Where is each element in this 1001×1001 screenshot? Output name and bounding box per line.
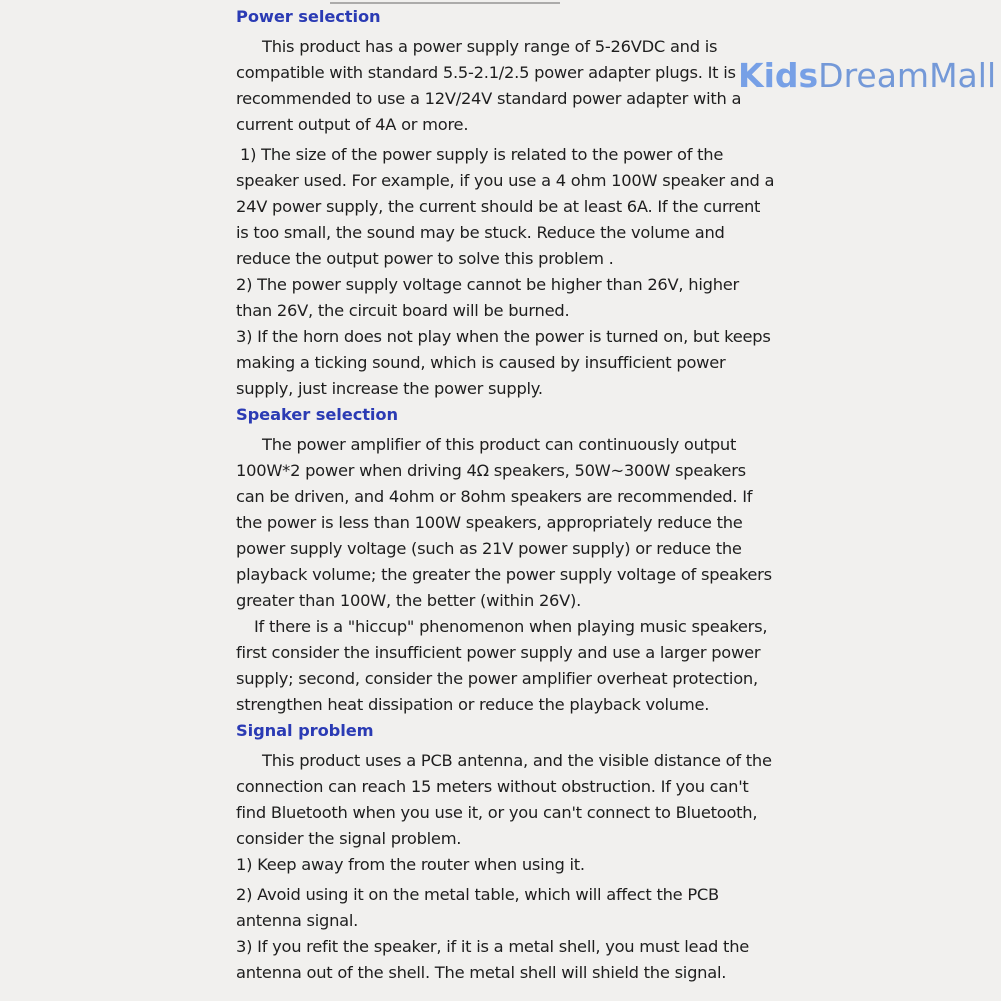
signal-paragraph: This product uses a PCB antenna, and the visible distance of the connection can reach 15 meters without obstruction. If you can't find Bluetooth when you use it, or you can't connect to Bluetooth, consider the signal problem. bbox=[236, 751, 772, 848]
document-body bbox=[236, 4, 776, 986]
power-heading: Power selection bbox=[236, 7, 381, 26]
signal-item-2: 2) Avoid using it on the metal table, which will affect the PCB antenna signal. bbox=[236, 885, 719, 930]
signal-item-1: 1) Keep away from the router when using it. bbox=[236, 855, 585, 874]
watermark-kids: Kids bbox=[738, 56, 819, 95]
speaker-paragraph-2: If there is a "hiccup" phenomenon when playing music speakers, first consider the insufficient power supply and use a larger power supply; second, consider the power amplifier overheat protection, strengthen heat dissipation or reduce the playback volume. bbox=[236, 617, 768, 714]
power-section bbox=[236, 4, 776, 402]
speaker-heading: Speaker selection bbox=[236, 405, 398, 424]
brand-watermark bbox=[738, 58, 996, 94]
signal-section bbox=[236, 718, 776, 986]
power-item-1: 1) The size of the power supply is related to the power of the speaker used. For example, if you use a 4 ohm 100W speaker and a 24V power supply, the current should be at least 6A. If the current is too small, the sound may be stuck. Reduce the volume and reduce the output power to solve this problem . bbox=[236, 145, 775, 268]
power-item-3: 3) If the horn does not play when the power is turned on, but keeps making a ticking sound, which is caused by insufficient power supply, just increase the power supply. bbox=[236, 327, 771, 398]
power-item-2: 2) The power supply voltage cannot be higher than 26V, higher than 26V, the circuit board will be burned. bbox=[236, 275, 739, 320]
power-intro: This product has a power supply range of 5-26VDC and is compatible with standard 5.5-2.1/2.5 power adapter plugs. It is recommended to use a 12V/24V standard power adapter with a current output of 4A or more. bbox=[236, 37, 742, 134]
watermark-dreammall: DreamMall bbox=[818, 56, 997, 95]
speaker-section bbox=[236, 402, 776, 718]
signal-item-3: 3) If you refit the speaker, if it is a metal shell, you must lead the antenna out of the shell. The metal shell will shield the signal. bbox=[236, 937, 750, 982]
signal-heading: Signal problem bbox=[236, 721, 374, 740]
speaker-paragraph-1: The power amplifier of this product can continuously output 100W*2 power when driving 4Ω speakers, 50W~300W speakers can be driven, and 4ohm or 8ohm speakers are recommended. If the power is less than 100W speakers, appropriately reduce the power supply voltage (such as 21V power supply) or reduce the playback volume; the greater the power supply voltage of speakers greater than 100W, the better (within 26V). bbox=[236, 435, 772, 610]
